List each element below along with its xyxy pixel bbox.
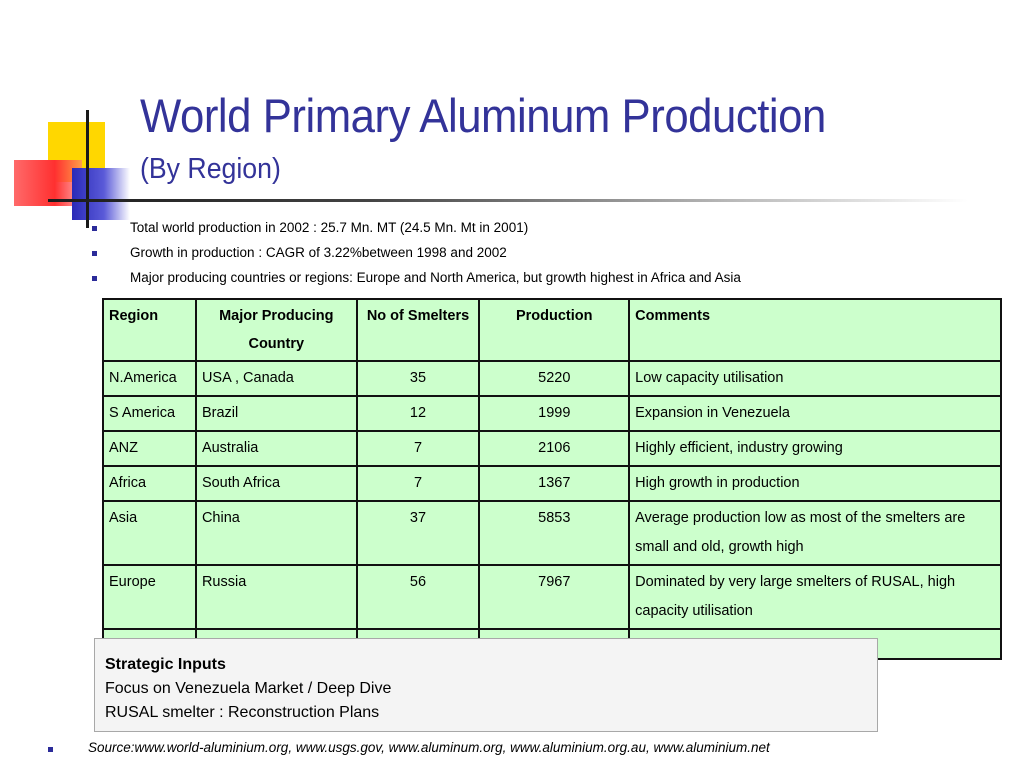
square-bullet-icon	[92, 251, 97, 256]
cell-country: Australia	[196, 431, 357, 466]
cell-country: China	[196, 501, 357, 565]
slide-subtitle: (By Region)	[140, 153, 281, 185]
table-row	[103, 565, 1001, 629]
cell-smelters: 7	[357, 431, 480, 466]
column-header-region: Region	[103, 299, 196, 361]
cell-region: ANZ	[103, 431, 196, 466]
table-row	[103, 431, 1001, 466]
column-header-production: Production	[479, 299, 629, 361]
cell-smelters: 37	[357, 501, 480, 565]
vertical-rule-decoration	[86, 110, 89, 228]
bullet-list	[92, 218, 741, 293]
cell-comments: Low capacity utilisation	[629, 361, 1001, 396]
table-row	[103, 466, 1001, 501]
cell-country: Brazil	[196, 396, 357, 431]
cell-smelters: 12	[357, 396, 480, 431]
cell-country: Russia	[196, 565, 357, 629]
cell-comments: Average production low as most of the smelters are small and old, growth high	[629, 501, 1001, 565]
bullet-text: Total world production in 2002 : 25.7 Mn. MT (24.5 Mn. Mt in 2001)	[130, 220, 529, 235]
table-row	[103, 396, 1001, 431]
table-row	[103, 501, 1001, 565]
bullet-text: Growth in production : CAGR of 3.22%between 1998 and 2002	[130, 245, 507, 260]
strategic-input-line: RUSAL smelter : Reconstruction Plans	[105, 704, 380, 721]
cell-production: 2106	[479, 431, 629, 466]
cell-production: 5220	[479, 361, 629, 396]
cell-production: 7967	[479, 565, 629, 629]
cell-production: 1367	[479, 466, 629, 501]
cell-production: 5853	[479, 501, 629, 565]
bullet-item	[92, 218, 741, 243]
cell-comments: High growth in production	[629, 466, 1001, 501]
cell-smelters: 35	[357, 361, 480, 396]
table-row	[103, 361, 1001, 396]
slide-title: World Primary Aluminum Production	[140, 89, 826, 142]
square-bullet-icon	[48, 747, 53, 752]
title-underline	[48, 199, 968, 202]
bullet-text: Major producing countries or regions: Europe and North America, but growth highest in Africa and Asia	[130, 270, 741, 285]
column-header-comments: Comments	[629, 299, 1001, 361]
production-table	[102, 298, 1002, 660]
cell-smelters: 56	[357, 565, 480, 629]
bullet-item	[92, 268, 741, 293]
column-header-country: Major Producing Country	[196, 299, 357, 361]
blue-square-decoration	[72, 168, 130, 220]
square-bullet-icon	[92, 276, 97, 281]
strategic-input-line: Focus on Venezuela Market / Deep Dive	[105, 680, 392, 697]
cell-region: Africa	[103, 466, 196, 501]
source-citation: Source:www.world-aluminium.org, www.usgs.gov, www.aluminum.org, www.aluminium.org.au, www.aluminium.net	[88, 740, 770, 755]
table-header-row	[103, 299, 1001, 361]
strategic-inputs-box	[94, 638, 878, 732]
strategic-inputs-heading: Strategic Inputs	[105, 656, 226, 673]
cell-region: Europe	[103, 565, 196, 629]
cell-region: S America	[103, 396, 196, 431]
cell-country: South Africa	[196, 466, 357, 501]
cell-comments: Expansion in Venezuela	[629, 396, 1001, 431]
cell-comments: Highly efficient, industry growing	[629, 431, 1001, 466]
column-header-smelters: No of Smelters	[357, 299, 480, 361]
cell-country: USA , Canada	[196, 361, 357, 396]
decorative-corner-graphic	[0, 0, 140, 230]
cell-region: Asia	[103, 501, 196, 565]
square-bullet-icon	[92, 226, 97, 231]
cell-smelters: 7	[357, 466, 480, 501]
cell-comments: Dominated by very large smelters of RUSAL, high capacity utilisation	[629, 565, 1001, 629]
cell-region: N.America	[103, 361, 196, 396]
bullet-item	[92, 243, 741, 268]
cell-production: 1999	[479, 396, 629, 431]
